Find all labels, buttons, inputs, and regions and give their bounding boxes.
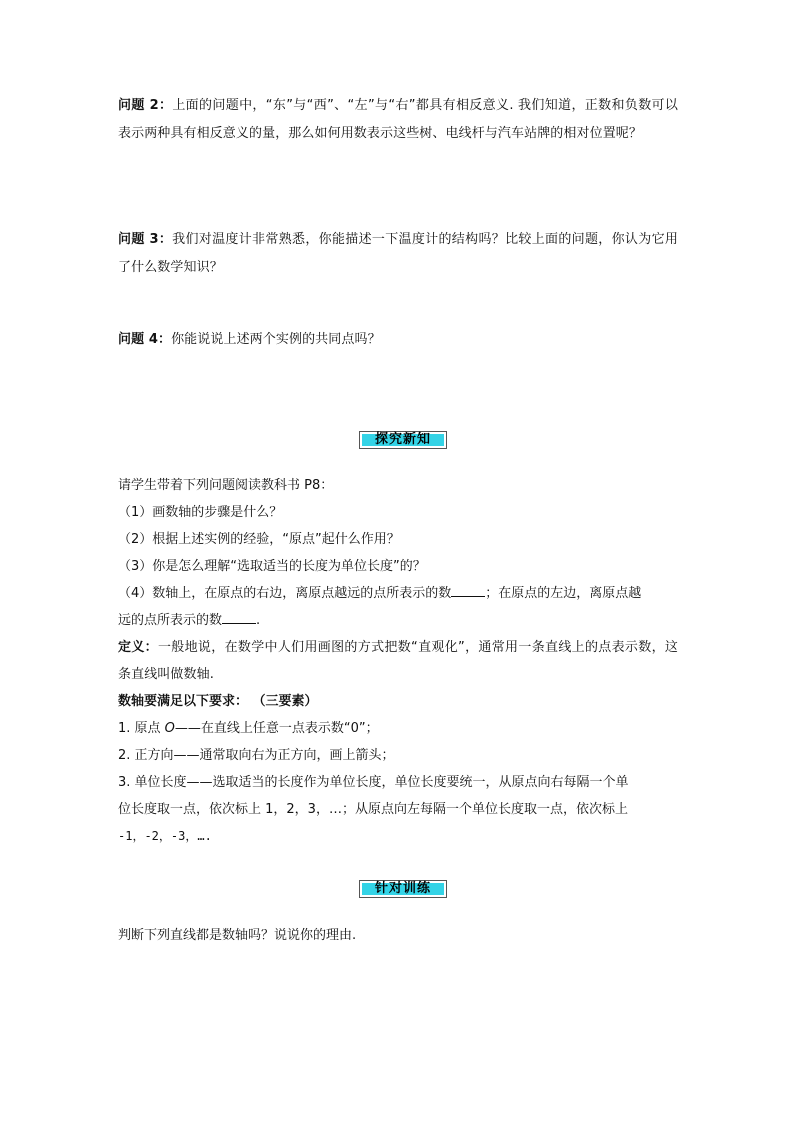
reading-intro: 请学生带着下列问题阅读教科书 P8： [118, 478, 334, 493]
reading-item-4-part-d: . [256, 613, 261, 628]
requirement-1-origin: O [164, 721, 175, 736]
reading-item-4-part-b: ；在原点的左边，离原点越 [485, 586, 642, 601]
question-4-label: 问题 4： [118, 332, 172, 347]
question-4-text: 你能说说上述两个实例的共同点吗？ [171, 332, 381, 347]
section-heading-practice [359, 880, 447, 898]
exercise-prompt: 判断下列直线都是数轴吗？说说你的理由. [118, 928, 357, 943]
definition-text: 一般地说，在数学中人们用画图的方式把数“直观化”，通常用一条直线上的点表示数，这条直线叫做数轴. [118, 640, 678, 682]
question-2 [118, 92, 678, 148]
section-heading-explore-text: 探究新知 [362, 434, 444, 446]
reading-item-3: （3）你是怎么理解“选取适当的长度为单位长度”的？ [118, 559, 426, 574]
question-3-label: 问题 3： [118, 232, 173, 247]
question-4 [118, 326, 678, 354]
reading-item-4-cont [118, 607, 678, 634]
section-heading-practice-text: 针对训练 [362, 883, 444, 895]
requirement-3-line-3: -1，-2，-3，…. [118, 829, 212, 843]
requirement-1-part-a: 1. 原点 [118, 721, 165, 736]
reading-item-2: （2）根据上述实例的经验，“原点”起什么作用？ [118, 532, 400, 547]
reading-item-4-part-a: （4）数轴上，在原点的右边，离原点越远的点所表示的数 [118, 586, 452, 601]
answer-blank-1[interactable] [451, 584, 485, 597]
requirement-3-line-1: 3. 单位长度——选取适当的长度作为单位长度，单位长度要统一，从原点向右每隔一个单 [118, 775, 629, 790]
requirement-1 [118, 715, 678, 742]
section-heading-explore [359, 431, 447, 449]
reading-item-4 [118, 580, 678, 607]
question-3 [118, 226, 678, 282]
requirements-title: 数轴要满足以下要求： （三要素） [118, 694, 318, 709]
requirement-1-part-b: ——在直线上任意一点表示数“0”； [174, 721, 379, 736]
requirement-3-line-2: 位长度取一点，依次标上 1，2，3，…；从原点向左每隔一个单位长度取一点，依次标上 [118, 802, 628, 817]
definition [118, 634, 678, 688]
reading-item-4-part-c: 远的点所表示的数 [118, 613, 223, 628]
question-3-text: 我们对温度计非常熟悉，你能描述一下温度计的结构吗？比较上面的问题，你认为它用了什么数学知识？ [118, 232, 678, 275]
requirement-2: 2. 正方向——通常取向右为正方向，画上箭头； [118, 748, 395, 763]
answer-blank-2[interactable] [222, 611, 256, 624]
question-2-label: 问题 2： [118, 98, 173, 113]
question-2-text: 上面的问题中，“东”与“西”、“左”与“右”都具有相反意义. 我们知道，正数和负数可以表示两种具有相反意义的量，那么如何用数表示这些树、电线杆与汽车站牌的相对位置呢？ [118, 98, 678, 141]
definition-label: 定义： [118, 640, 158, 655]
reading-item-1: （1）画数轴的步骤是什么？ [118, 505, 283, 520]
